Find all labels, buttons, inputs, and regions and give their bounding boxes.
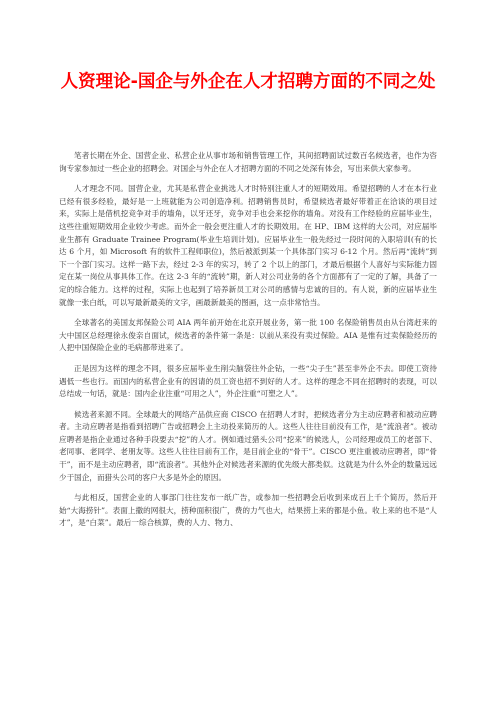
paragraph-talent-philosophy: 人才理念不同。国营企业，尤其是私营企业挑选人才时特别注重人才的短期效用。希望招聘的人才在本行业已经有很多经验，最好是一上班就能为公司创造净利。招聘销售员时，希望候选者最好带着正在洽谈的项目过来，实际上是借机挖竞争对手的墙角，以牙还牙，竞争对手也会来挖你的墙角。对没有工作经验的应届毕业生，这些往重短期效用企业较少考虑。而外企一般会更注重人才的长期效用。在 HP、IBM 这样的大公司，对应届毕业生都有 Graduate Trainee Program(毕业生培训计划)。应届毕业生一般先经过一段时间的入职培训(有的长达 6 个月，如 Microsoft 有的软件工程师职位)，然后被派到某一个具体部门实习 6-12 个月。然后再“流转”到下一个部门实习。这样一路下去，经过 2-3 年的实习，转了 2 个以上的部门，才最后根据个人喜好与实际能力固定在某一岗位从事具体工作。在这 2-3 年的“流转”期，新人对公司业务的各个方面都有了一定的了解，具备了一定的综合能力。这样的过程，实际上也起到了培养新员工对公司的感情与忠诚的目的。有人说，新的应届毕业生就像一张白纸，可以写最新最美的文字，画最新最美的图画，这一点非常恰当。 <box>59 184 437 307</box>
paragraph-aia-example: 全球著名的美国友邦保险公司 AIA 两年前开始在北京开展业务，第一批 100 名保险销售员由从台湾赶来的大中国区总经理徐永俊亲自面试，候选者的条件第一条是：以前从来没有卖过保险。AIA 是惟有过卖保险经历的人把中国保险企业的毛病都带进来了。 <box>59 318 437 353</box>
document-title: 人资理论-国企与外企在人才招聘方面的不同之处 <box>60 72 436 92</box>
paragraph-state-enterprise: 与此相反，国营企业的人事部门往往发布一纸广告，或参加一些招聘会后收到来成百上千个简历，然后开始“大海捞针”。表面上撒的网很大，捞种面积很广，费的力气也大，结果捞上来的都是小鱼。收上来的也不是“人才”，是“白菜”。最后一综合核算，费的人力、物力、 <box>59 493 437 528</box>
document-body <box>59 150 437 538</box>
paragraph-candidate-sources: 候选者来源不同。全球最大的网络产品供应商 CISCO 在招聘人才时，把候选者分为主动应聘者和被动应聘者。主动应聘者是指看到招聘广告或招聘会上主动投来简历的人。这些人往往目前没有工作，是“流浪者”。被动应聘者是指企业通过各种手段要去“挖”的人才。例如通过猎头公司“挖来”的候选人，公司经理或员工的老部下、老同事、老同学、老朋友等。这些人往往目前有工作，是目前企业的“骨干”。CISCO 更注重被动应聘者，即“骨干”，而不是主动应聘者，即“流浪者”。其他外企对候选者来源的优先级大都类似。这就是为什么外企的数量远远少于国企，而猎头公司的客户大多是外企的原因。 <box>59 409 437 482</box>
paragraph-graduates: 正是因为这样的理念不同，很多应届毕业生削尖脑袋往外企钻，一些“尖子生”甚至非外企不去。即使工资待遇低一些也行。而国内的私营企业有的因请的员工资也招不到好的人才。这样的理念不同在招聘时的表现，可以总结成一句话，就是：国内企业注重“可用之人”，外企注重“可塑之人”。 <box>59 363 437 399</box>
paragraph-intro: 笔者长期在外企、国营企业、私营企业从事市场和销售管理工作，其间招聘面试过数百名候选者，也作为咨询专家参加过一些企业的招聘会。对国企与外企在人才招聘方面的不同之处深有体会，写出来供大家参考。 <box>59 151 437 173</box>
